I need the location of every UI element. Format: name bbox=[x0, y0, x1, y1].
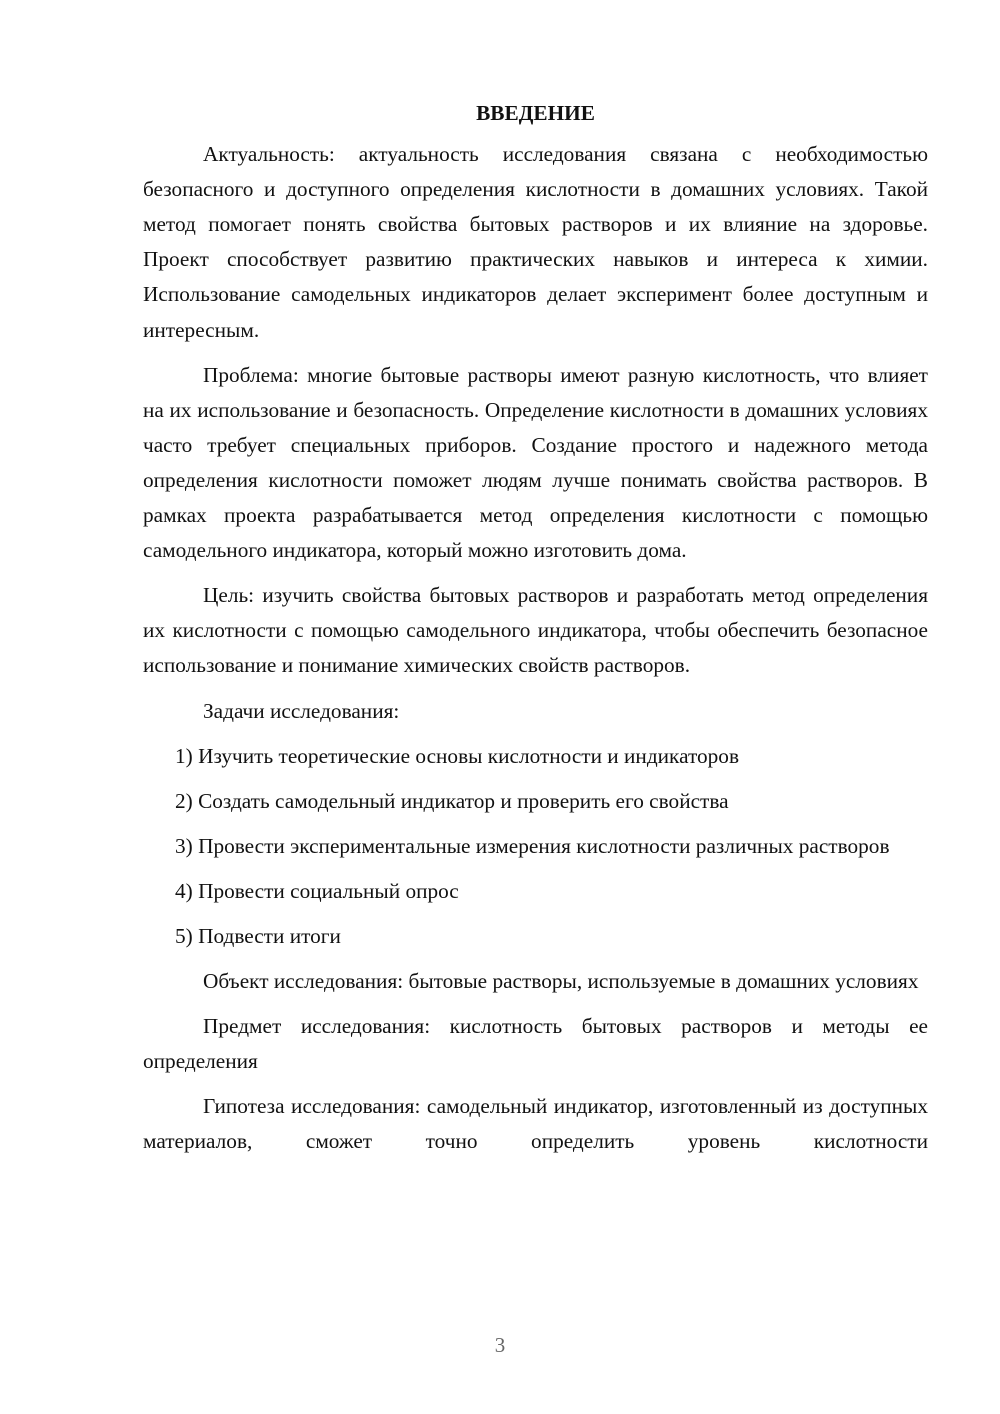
paragraph-goal: Цель: изучить свойства бытовых растворов и разработать метод определения их кислотности с помощью самодельного индикатора, чтобы обеспечить безопасное использование и понимание химических свойств растворов. bbox=[143, 583, 928, 678]
section-heading: ВВЕДЕНИЕ bbox=[476, 101, 595, 125]
task-item-1: 1) Изучить теоретические основы кислотности и индикаторов bbox=[175, 743, 740, 768]
paragraph-object: Объект исследования: бытовые растворы, используемые в домашних условиях bbox=[203, 969, 919, 994]
paragraph-relevance: Актуальность: актуальность исследования связана с необходимостью безопасного и доступного определения кислотности в домашних условиях. Такой метод помогает понять свойства бытовых растворов и их влияние на здоровье. Проект способствует развитию практических навыков и интереса к химии. Использование самодельных индикаторов делает эксперимент более доступным и интересным. bbox=[143, 142, 928, 342]
task-item-4: 4) Провести социальный опрос bbox=[175, 878, 459, 903]
task-item-2: 2) Создать самодельный индикатор и проверить его свойства bbox=[175, 788, 729, 813]
task-item-5: 5) Подвести итоги bbox=[175, 923, 341, 948]
paragraph-subject: Предмет исследования: кислотность бытовых растворов и методы ее определения bbox=[143, 1014, 928, 1074]
page-content bbox=[143, 96, 928, 1160]
tasks-title: Задачи исследования: bbox=[203, 698, 400, 723]
page-number: 3 bbox=[494, 1333, 506, 1357]
paragraph-hypothesis: Гипотеза исследования: самодельный индикатор, изготовленный из доступных материалов, сможет точно определить уровень кислотности bbox=[143, 1094, 928, 1154]
paragraph-problem: Проблема: многие бытовые растворы имеют разную кислотность, что влияет на их использование и безопасность. Определение кислотности в домашних условиях часто требует специальных приборов. Создание простого и надежного метода определения кислотности поможет людям лучше понимать свойства растворов. В рамках проекта разрабатывается метод определения кислотности с помощью самодельного индикатора, который можно изготовить дома. bbox=[143, 362, 928, 563]
task-item-3: 3) Провести экспериментальные измерения кислотности различных растворов bbox=[175, 833, 890, 858]
